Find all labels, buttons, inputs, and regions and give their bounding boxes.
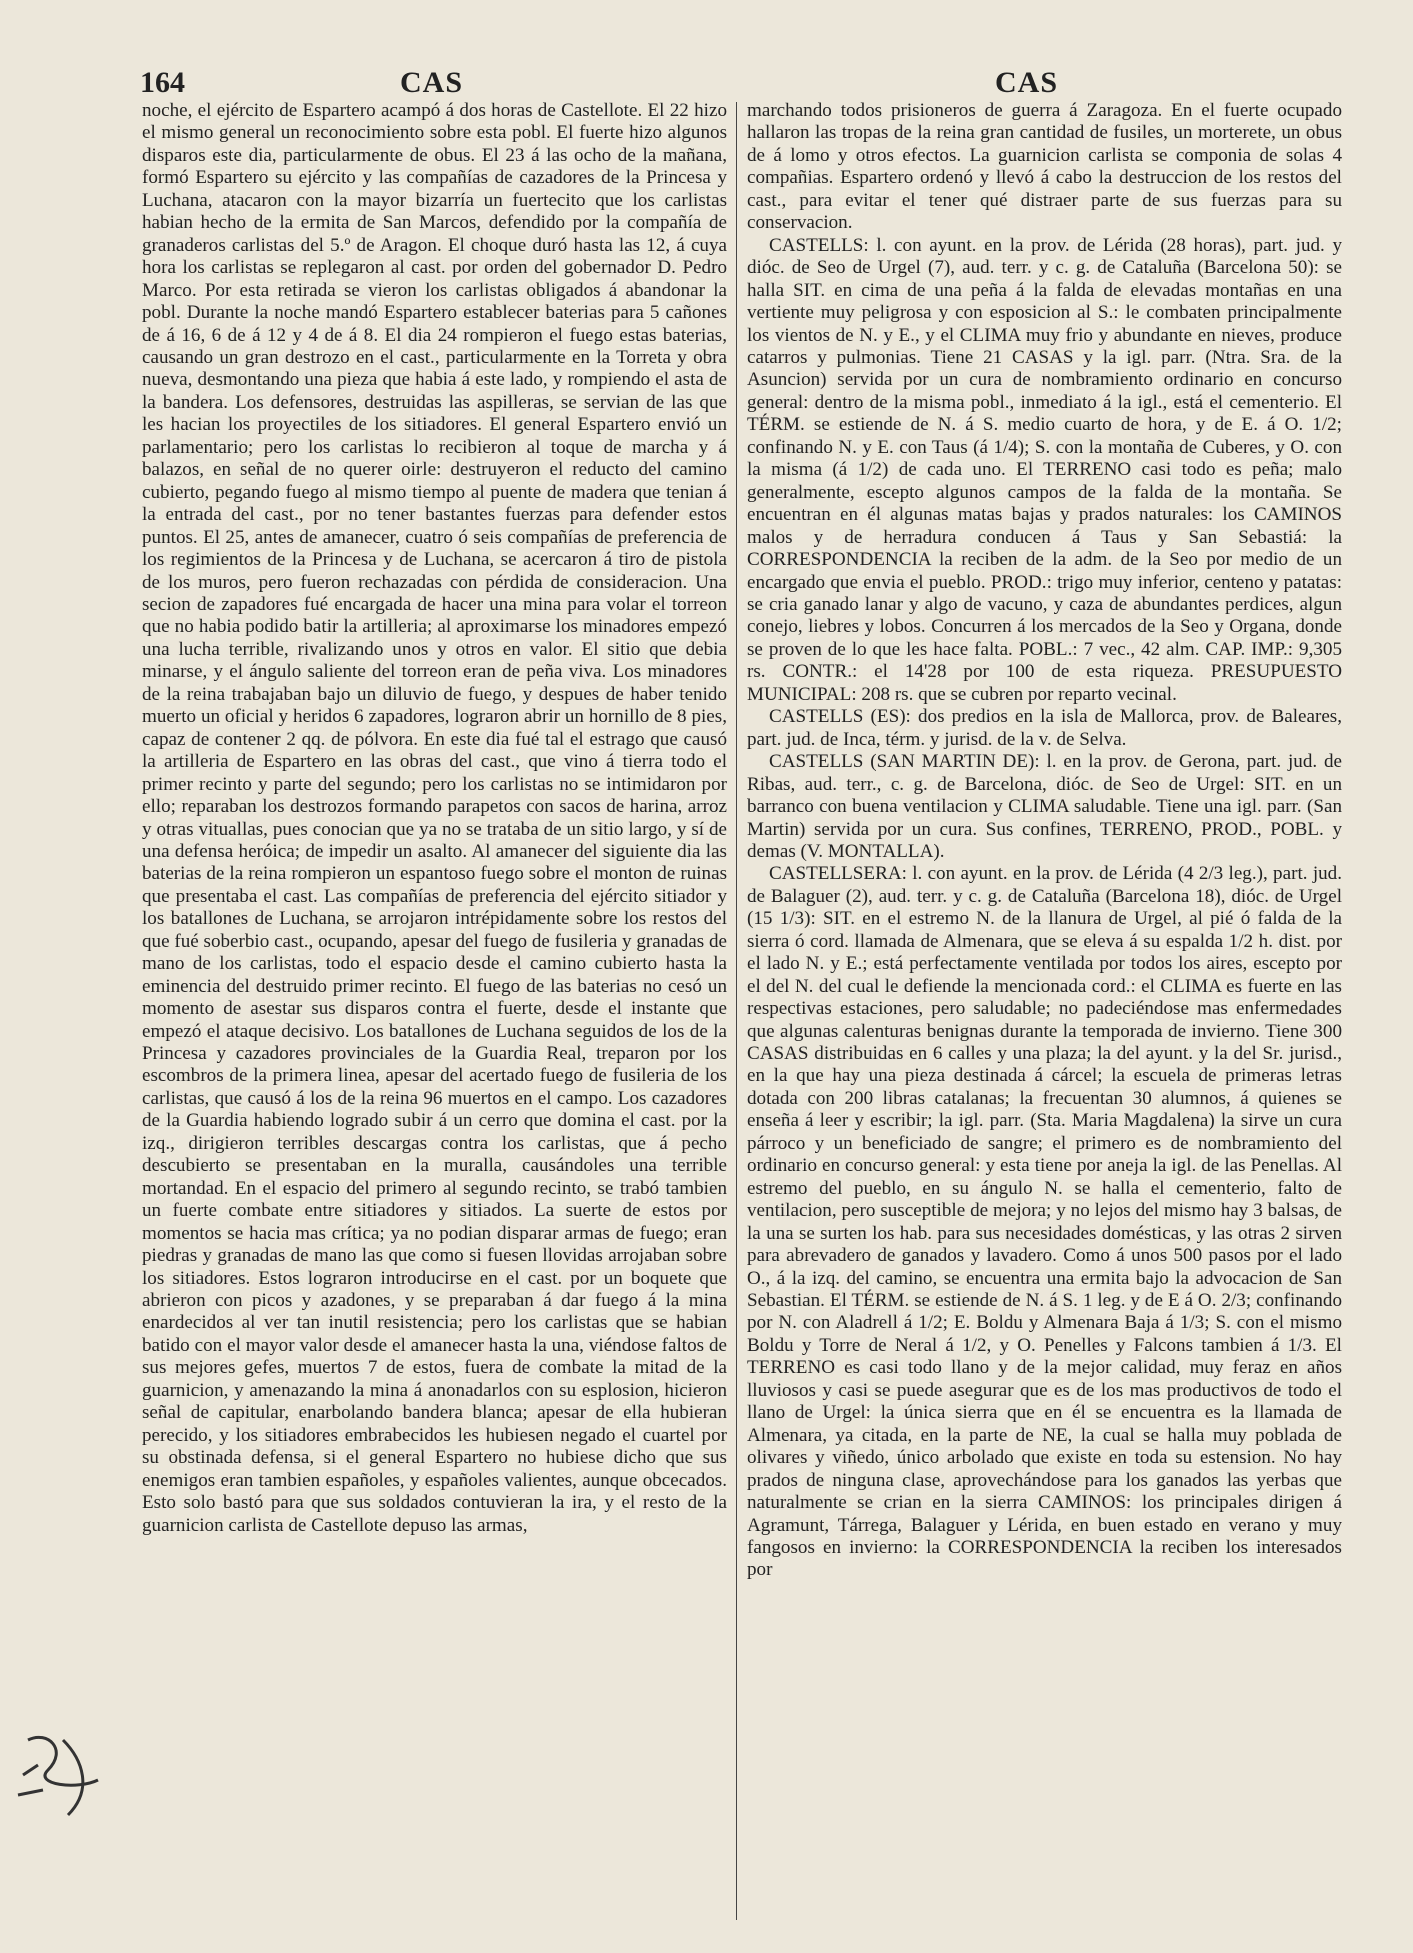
entry-castells: CASTELLS: l. con ayunt. en la prov. de Lérida (28 horas), part. jud. y dióc. de Seo de Urgel (7), aud. terr. y c. g. de Cataluña (Barcelona 50): se halla SIT. en cima de una peña á la falda de elevadas montañas en una vertiente muy peligrosa y con esposicion al S.: le combaten principalmente los vientos de N. y E., y el CLIMA muy frio y abundante en nieves, produce catarros y pulmonias. Tiene 21 CASAS y la igl. parr. (Ntra. Sra. de la Asuncion) servida por un cura de nombramiento ordinario en concurso general: dentro de la misma pobl., inmediato á la igl., está el cementerio. El TÉRM. se estiende de N. á S. medio cuarto de hora, y de E. á O. 1/2; confinando N. y E. con Taus (á 1/4); S. con la montaña de Cuberes, y O. con la misma (á 1/2) de cada uno. El TERRENO casi todo es peña; malo generalmente, escepto algunos campos de la falda de la montaña. Se encuentran en él algunas matas bajas y prados naturales: los CAMINOS malos y de herradura conducen á Taus y San Sebastiá: la CORRESPONDENCIA la reciben de la adm. de la Seo por medio de un encargado que envia el pueblo. PROD.: trigo muy inferior, centeno y patatas: se cria ganado lanar y algo de vacuno, y caza de abundantes perdices, algun conejo, liebres y lobos. Concurren á los mercados de la Seo y Organa, donde se proven de lo que les hace falta. POBL.: 7 vec., 42 alm. CAP. IMP.: 9,305 rs. CONTR.: el 14'28 por 100 de esta riqueza. PRESUPUESTO MUNICIPAL: 208 rs. que se cubren por reparto vecinal. — [747, 234, 1342, 705]
paragraph: marchando todos prisioneros de guerra á Zaragoza. En el fuerte ocupado hallaron las tropas de la reina gran cantidad de fusiles, un morterete, un obus de á lomo y otros efectos. La guarnicion carlista se componia de solas 4 compañias. Espartero ordenó y llevó á cabo la destruccion de los restos del cast., para evitar el tener qué distraer parte de sus fuerzas para su conservacion. — [747, 100, 1342, 234]
left-running-head: CAS — [400, 66, 464, 99]
entry-castells-san-martin: CASTELLS (SAN MARTIN DE): l. en la prov. de Gerona, part. jud. de Ribas, aud. terr., c. g. de Barcelona, dióc. de Seo de Urgel: SIT. en un barranco con buena ventilacion y CLIMA saludable. Tiene una igl. parr. (San Martin) servida por un cura. Sus confines, TERRENO, PROD., POBL. y demas (V. MONTALLA). — [747, 751, 1342, 862]
page-number: 164 — [140, 66, 185, 99]
left-column — [142, 100, 727, 1920]
column-divider — [736, 102, 737, 1920]
entry-castellsera: CASTELLSERA: l. con ayunt. en la prov. de Lérida (4 2/3 leg.), part. jud. de Balaguer (2), aud. terr. y c. g. de Cataluña (Barcelona 18), dióc. de Urgel (15 1/3): SIT. en el estremo N. de la llanura de Urgel, al pié ó falda de la sierra ó cord. llamada de Almenara, que se eleva á su espalda 1/2 h. dist. por el lado N. y E.; está perfectamente ventilada por todos los aires, escepto por el del N. del cual le defiende la mencionada cord.: el CLIMA es fuerte en las respectivas estaciones, pero saludable; no padeciéndose mas enfermedades que algunas calenturas benignas durante la temporada de invierno. Tiene 300 CASAS distribuidas en 6 calles y una plaza; la del ayunt. y la del Sr. jurisd., en la que hay una pieza destinada á cárcel; la escuela de primeras letras dotada con 200 libras catalanas; la frecuentan 30 alumnos, á quienes se enseña á leer y escribir; la igl. parr. (Sta. Maria Magdalena) la sirve un cura párroco y un beneficiado de sangre; el primero es de nombramiento del ordinario en concurso general: y esta tiene por aneja la igl. de las Penellas. Al estremo del pueblo, en su ángulo N. se halla el cementerio, falto de ventilacion, pero susceptible de mejora; y no lejos del mismo hay 3 balsas, de la una se surten los hab. para sus necesidades domésticas, y las otras 2 sirven para abrevadero de ganados y lavadero. Como á unos 500 pasos por el lado O., á la izq. del camino, se encuentra una ermita bajo la advocacion de San Sebastian. El TÉRM. se estiende de N. á S. 1 leg. y de E á O. 2/3; confinando por N. con Aladrell á 1/2; E. Boldu y Almenara Baja á 1/3; S. con el mismo Boldu y Torre de Neral á 1/2, y O. Penelles y Falcons tambien á 1/3. El TERRENO es casi todo llano y de la mejor calidad, muy feraz en años lluviosos y casi se puede asegurar que es de los mas productivos de todo el llano de Urgel: la única sierra que en él se encuentra es la llamada de Almenara, ya citada, en la parte de NE, la cual se halla muy poblada de olivares y viñedo, único arbolado que existe en toda su estension. No hay prados de ninguna clase, aprovechándose para los ganados las yerbas que naturalmente se crian en la sierra CAMINOS: los principales dirigen á Agramunt, Tárrega, Balaguer y Lérida, en buen estado en verano y muy fangosos en invierno: la CORRESPONDENCIA la reciben los interesados por — [747, 863, 1342, 1581]
paragraph: noche, el ejército de Espartero acampó á dos horas de Castellote. El 22 hizo el mismo general un reconocimiento sobre esta pobl. El fuerte hizo algunos disparos este dia, particularmente de obus. El 23 á las ocho de la mañana, formó Espartero su ejército y las compañías de cazadores de la Princesa y Luchana, atacaron con la mayor bizarría un fuertecito que los carlistas habian hecho de la ermita de San Marcos, defendido por la compañía de granaderos carlistas del 5.º de Aragon. El choque duró hasta las 12, á cuya hora los carlistas se replegaron al cast. por orden del gobernador D. Pedro Marco. Por esta retirada se vieron los carlistas obligados á abandonar la pobl. Durante la noche mandó Espartero establecer baterias para 5 cañones de á 16, 6 de á 12 y 4 de á 8. El dia 24 rompieron el fuego estas baterias, causando un gran destrozo en el cast., particularmente en la Torreta y obra nueva, desmontando una pieza que habia á este lado, y rompiendo el asta de la bandera. Los defensores, destruidas las aspilleras, se servian de las que les hacian los proyectiles de los sitiadores. El general Espartero envió un parlamentario; pero los carlistas lo recibieron al toque de marcha y á balazos, en señal de no querer oirle: destruyeron el reducto del camino cubierto, pegando fuego al mismo tiempo al puente de madera que tenian á la entrada del cast., por no tener bastantes fuerzas para defender estos puntos. El 25, antes de amanecer, cuatro ó seis compañías de preferencia de los regimientos de la Princesa y de Luchana, se acercaron á tiro de pistola de los muros, pero fueron rechazadas con pérdida de consideracion. Una secion de zapadores fué encargada de hacer una mina para volar el torreon que no habia podido batir la artilleria; al aproximarse los minadores empezó una lucha terrible, rivalizando unos y otros en valor. El sitio que debia minarse, y el ángulo saliente del torreon eran de peña viva. Los minadores de la reina trabajaban bajo un diluvio de fuego, y despues de haber tenido muerto un oficial y heridos 6 zapadores, lograron abrir un hornillo de 8 pies, capaz de contener 2 qq. de pólvora. En este dia fué tal el estrago que causó la artilleria de Espartero en las obras del cast., que vino á tierra todo el primer recinto y parte del segundo; pero los carlistas no se intimidaron por ello; reparaban los destrozos formando parapetos con sacos de harina, arroz y otras vituallas, pues conocian que ya no se trataba de un sitio largo, y sí de una defensa heróica; de impedir un asalto. Al amanecer del siguiente dia las baterias de la reina rompieron un espantoso fuego sobre el monton de ruinas que presentaba el cast. Las compañías de preferencia del ejército sitiador y los batallones de Luchana, se arrojaron intrépidamente sobre los restos del que fué soberbio cast., ocupando, apesar del fuego de fusileria y granadas de mano de los carlistas, todo el espacio desde el camino cubierto hasta la eminencia del destruido primer recinto. El fuego de las baterias no cesó un momento de asestar sus disparos contra el fuerte, desde el instante que empezó el ataque decisivo. Los batallones de Luchana seguidos de los de la Princesa y cazadores provinciales de la Guardia Real, treparon por los escombros de la primera linea, apesar del acertado fuego de fusileria de los carlistas, que causó á los de la reina 96 muertos en el campo. Los cazadores de la Guardia habiendo logrado subir á un cerro que domina el cast. por la izq., dirigieron terribles descargas contra los carlistas, que á pecho descubierto se presentaban en la muralla, causándoles una terrible mortandad. En el espacio del primero al segundo recinto, se trabó tambien un fuerte combate entre sitiadores y sitiados. La suerte de estos por momentos se hacia mas crítica; ya no podian disparar armas de fuego; eran piedras y granadas de mano las que como si fuesen llovidas arrojaban sobre los sitiadores. Estos lograron introducirse en el cast. por un boquete que abrieron con picos y azadones, y se preparaban á dar fuego á la mina enardecidos al ver tan inutil resistencia; pero los carlistas que se habian batido con el mayor valor desde el amanecer hasta la una, viéndose faltos de sus mejores gefes, muertos 7 de estos, fuera de combate la mitad de la guarnicion, y amenazando la mina á anonadarlos con su esplosion, hicieron señal de capitular, enarbolando bandera blanca; apesar de ella hubieran perecido, y los sitiadores embrabecidos les hubiesen negado el cuartel por su obstinada defensa, si el general Espartero no hubiese dicho que sus enemigos eran tambien españoles, y españoles valientes, aunque obcecados. Esto solo bastó para que sus soldados contuvieran la ira, y el resto de la guarnicion carlista de Castellote depuso las armas, — [142, 100, 727, 1536]
entry-castells-es: CASTELLS (ES): dos predios en la isla de Mallorca, prov. de Baleares, part. jud. de Inca, térm. y jurisd. de la v. de Selva. — [747, 706, 1342, 750]
handwritten-mark-icon — [8, 1720, 128, 1830]
right-column — [747, 100, 1342, 1920]
right-running-head: CAS — [995, 66, 1059, 99]
